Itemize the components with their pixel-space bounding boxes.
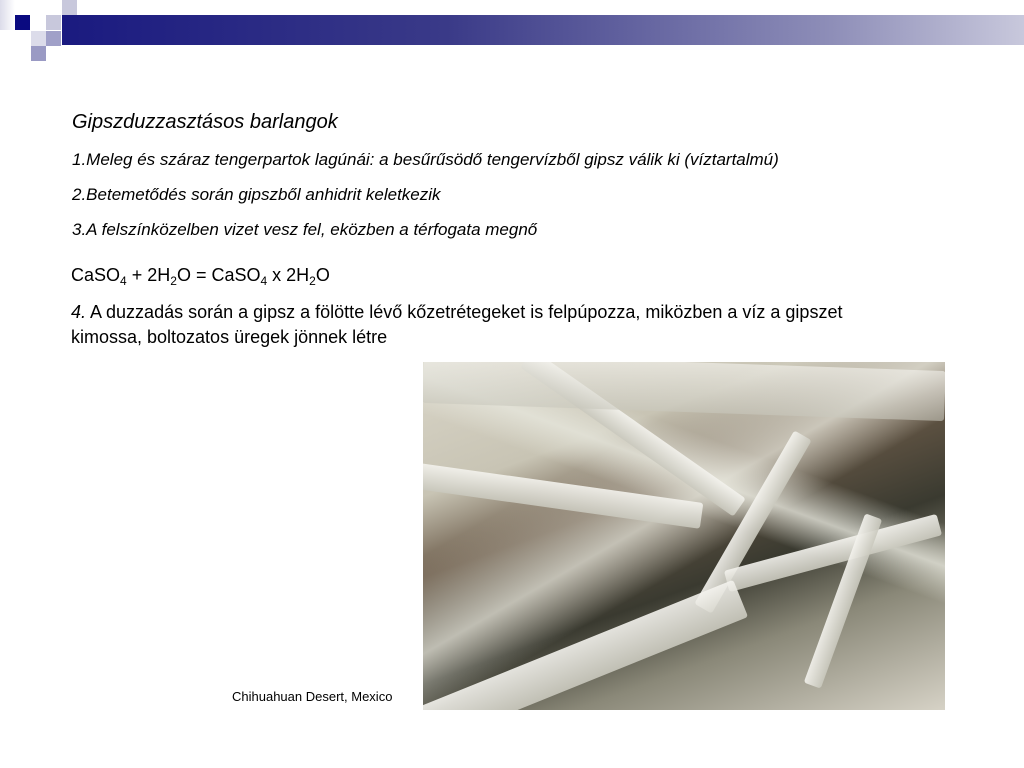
eq-sub: 4 [260, 274, 268, 288]
deco-square [46, 15, 61, 30]
list-item-4-cont: kimossa, boltozatos üregek jönnek létre [71, 327, 388, 347]
list-item-4 [71, 302, 842, 323]
deco-square [31, 31, 46, 46]
crystal-cave-photo [423, 362, 945, 710]
eq-part: O [315, 265, 330, 285]
deco-square [46, 31, 61, 46]
eq-part: CaSO [71, 265, 121, 285]
list-item: 2.Betemetődés során gipszből anhidrit keletkezik [72, 185, 441, 204]
item-number: 4. [71, 302, 87, 322]
photo-caption: Chihuahuan Desert, Mexico [232, 689, 393, 704]
deco-square [0, 0, 15, 30]
chemical-equation [71, 265, 330, 286]
eq-sub: 2 [170, 274, 177, 288]
eq-part: + 2H [126, 265, 171, 285]
slide-title: Gipszduzzasztásos barlangok [72, 111, 338, 133]
deco-square [15, 15, 30, 30]
eq-part: x 2H [267, 265, 310, 285]
item-text: A duzzadás során a gipsz a fölötte lévő kőzetrétegeket is felpúpozza, miközben a víz a gipszet [86, 302, 843, 322]
eq-part: O = CaSO [176, 265, 261, 285]
header-bar [62, 15, 1024, 45]
deco-square [62, 0, 77, 15]
eq-sub: 4 [120, 274, 127, 288]
deco-square [31, 46, 46, 61]
eq-sub: 2 [309, 274, 316, 288]
list-item: 3.A felszínközelben vizet vesz fel, eközben a térfogata megnő [72, 220, 538, 239]
list-item: 1.Meleg és száraz tengerpartok lagúnái: a besűrűsödő tengervízből gipsz válik ki (víztartalmú) [72, 150, 779, 169]
